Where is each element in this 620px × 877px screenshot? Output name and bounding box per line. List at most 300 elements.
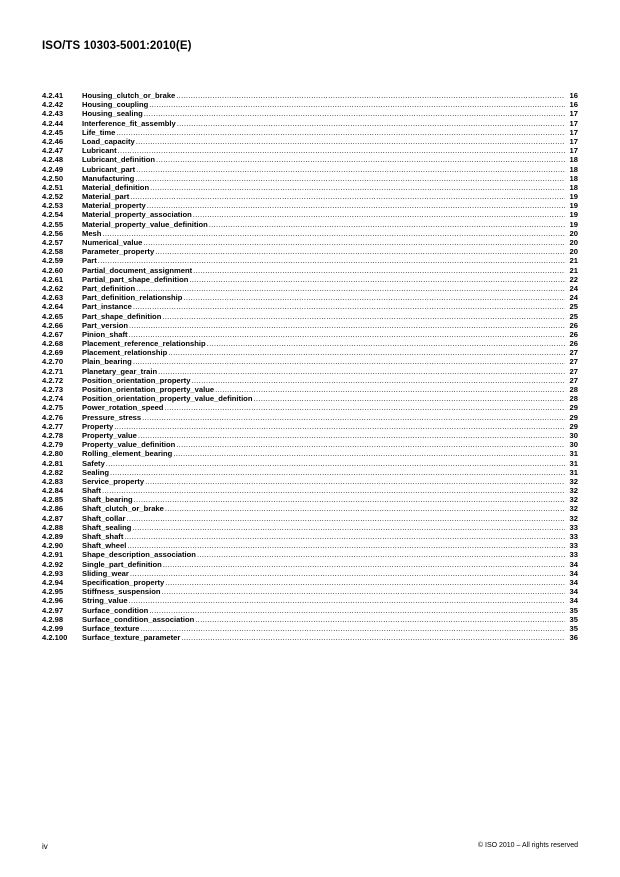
toc-entry-page: 18	[569, 155, 578, 165]
toc-entry-page: 17	[569, 136, 578, 146]
toc-dot-leader	[165, 504, 565, 513]
toc-entry[interactable]	[42, 109, 578, 118]
toc-entry-number: 4.2.87	[42, 513, 64, 523]
toc-entry-number: 4.2.48	[42, 155, 64, 165]
toc-entry[interactable]	[42, 210, 578, 219]
toc-entry-number: 4.2.96	[42, 596, 64, 606]
toc-entry[interactable]	[42, 615, 578, 624]
toc-entry-page: 24	[569, 283, 578, 293]
toc-entry-page: 17	[569, 118, 578, 128]
toc-entry-number: 4.2.72	[42, 375, 64, 385]
toc-dot-leader	[102, 486, 565, 495]
toc-entry-title: Service_property	[82, 476, 145, 486]
toc-entry-page: 33	[569, 541, 578, 551]
toc-dot-leader	[168, 348, 565, 357]
toc-entry[interactable]	[42, 413, 578, 422]
toc-dot-leader	[98, 256, 565, 265]
toc-entry-title: Shaft_collar	[82, 513, 126, 523]
toc-entry-page: 28	[569, 394, 578, 404]
toc-entry[interactable]	[42, 587, 578, 596]
toc-dot-leader	[164, 403, 565, 412]
toc-entry-number: 4.2.75	[42, 403, 64, 413]
toc-entry[interactable]	[42, 137, 578, 146]
toc-entry[interactable]	[42, 541, 578, 550]
toc-entry-page: 34	[569, 596, 578, 606]
toc-dot-leader	[189, 275, 565, 284]
toc-dot-leader	[156, 155, 565, 164]
toc-entry-number: 4.2.42	[42, 100, 64, 110]
toc-dot-leader	[176, 91, 565, 100]
toc-entry-number: 4.2.85	[42, 495, 64, 505]
toc-entry-page: 36	[569, 633, 578, 643]
toc-entry-number: 4.2.92	[42, 559, 64, 569]
toc-entry-number: 4.2.94	[42, 577, 64, 587]
toc-entry-title: Placement_relationship	[82, 348, 168, 358]
toc-entry-number: 4.2.74	[42, 394, 64, 404]
toc-entry-page: 26	[569, 329, 578, 339]
footer-page-number: iv	[42, 842, 48, 851]
toc-entry-page: 32	[569, 486, 578, 496]
toc-entry-title: Surface_condition	[82, 605, 149, 615]
toc-entry-title: Property_value	[82, 430, 137, 440]
toc-entry-title: Safety	[82, 458, 105, 468]
toc-entry-number: 4.2.97	[42, 605, 64, 615]
toc-entry-page: 19	[569, 219, 578, 229]
toc-entry-title: Lubricant	[82, 146, 117, 156]
toc-entry-number: 4.2.79	[42, 440, 64, 450]
toc-entry-title: Material_property_value_definition	[82, 219, 208, 229]
toc-entry-title: Sealing	[82, 467, 110, 477]
toc-entry[interactable]	[42, 514, 578, 523]
toc-entry-title: Stiffness_suspension	[82, 587, 161, 597]
toc-entry[interactable]	[42, 146, 578, 155]
toc-entry[interactable]	[42, 91, 578, 100]
toc-entry-page: 34	[569, 577, 578, 587]
table-of-contents	[42, 91, 578, 642]
toc-dot-leader	[144, 109, 565, 118]
toc-entry-title: Power_rotation_speed	[82, 403, 164, 413]
toc-entry[interactable]	[42, 128, 578, 137]
toc-dot-leader	[133, 357, 565, 366]
toc-entry-title: Load_capacity	[82, 136, 135, 146]
toc-entry[interactable]	[42, 569, 578, 578]
toc-entry[interactable]	[42, 606, 578, 615]
toc-entry[interactable]	[42, 247, 578, 256]
toc-entry-page: 35	[569, 605, 578, 615]
toc-entry-number: 4.2.47	[42, 146, 64, 156]
toc-entry-title: Material_definition	[82, 182, 150, 192]
toc-dot-leader	[149, 100, 565, 109]
toc-entry[interactable]	[42, 321, 578, 330]
toc-dot-leader	[193, 210, 565, 219]
toc-entry[interactable]	[42, 339, 578, 348]
toc-entry-number: 4.2.43	[42, 109, 64, 119]
toc-entry-page: 26	[569, 320, 578, 330]
toc-dot-leader	[136, 165, 565, 174]
toc-entry-number: 4.2.76	[42, 412, 64, 422]
toc-entry-page: 33	[569, 550, 578, 560]
toc-entry-page: 31	[569, 449, 578, 459]
toc-entry-page: 16	[569, 91, 578, 100]
toc-entry-page: 17	[569, 127, 578, 137]
toc-dot-leader	[143, 238, 565, 247]
toc-entry[interactable]	[42, 449, 578, 458]
toc-entry-title: Parameter_property	[82, 247, 155, 257]
toc-dot-leader	[140, 624, 565, 633]
toc-entry[interactable]	[42, 302, 578, 311]
toc-entry-title: Partial_part_shape_definition	[82, 274, 189, 284]
toc-entry-title: Partial_document_assignment	[82, 265, 193, 275]
toc-entry-number: 4.2.95	[42, 587, 64, 597]
toc-entry-title: Material_part	[82, 192, 130, 202]
toc-entry-number: 4.2.86	[42, 504, 64, 514]
toc-dot-leader	[127, 541, 565, 550]
toc-entry-title: Property_value_definition	[82, 440, 176, 450]
toc-entry-title: Pinion_shaft	[82, 329, 128, 339]
toc-dot-leader	[129, 330, 565, 339]
toc-entry-page: 30	[569, 440, 578, 450]
toc-entry-page: 19	[569, 210, 578, 220]
toc-entry[interactable]	[42, 550, 578, 559]
toc-entry-title: Shaft_clutch_or_brake	[82, 504, 164, 514]
toc-entry-page: 19	[569, 201, 578, 211]
toc-dot-leader	[207, 339, 565, 348]
toc-entry-number: 4.2.52	[42, 192, 64, 202]
toc-entry[interactable]	[42, 192, 578, 201]
toc-entry-title: Shaft_bearing	[82, 495, 133, 505]
toc-dot-leader	[158, 367, 565, 376]
toc-entry-number: 4.2.66	[42, 320, 64, 330]
toc-entry-page: 27	[569, 357, 578, 367]
toc-entry[interactable]	[42, 431, 578, 440]
footer-copyright: © ISO 2010 – All rights reserved	[477, 842, 578, 849]
toc-dot-leader	[130, 569, 565, 578]
toc-entry-number: 4.2.55	[42, 219, 64, 229]
toc-dot-leader	[132, 523, 565, 532]
toc-entry-title: Shaft	[82, 486, 101, 496]
toc-entry[interactable]	[42, 174, 578, 183]
toc-entry-title: Mesh	[82, 228, 102, 238]
document-header-title: ISO/TS 10303-5001:2010(E)	[42, 40, 192, 52]
toc-entry-number: 4.2.45	[42, 127, 64, 137]
toc-dot-leader	[102, 229, 565, 238]
toc-entry-page: 18	[569, 173, 578, 183]
toc-entry-title: Part_instance	[82, 302, 132, 312]
toc-entry[interactable]	[42, 293, 578, 302]
toc-dot-leader	[114, 422, 565, 431]
toc-entry-number: 4.2.93	[42, 568, 64, 578]
toc-entry-page: 31	[569, 458, 578, 468]
toc-dot-leader	[130, 192, 565, 201]
toc-dot-leader	[110, 468, 565, 477]
toc-entry[interactable]	[42, 256, 578, 265]
toc-entry[interactable]	[42, 348, 578, 357]
toc-dot-leader	[176, 440, 565, 449]
toc-dot-leader	[129, 321, 565, 330]
toc-entry-page: 27	[569, 375, 578, 385]
toc-entry-page: 34	[569, 568, 578, 578]
toc-entry[interactable]	[42, 238, 578, 247]
toc-dot-leader	[124, 532, 565, 541]
toc-entry-title: Position_orientation_property_value	[82, 385, 215, 394]
toc-entry-number: 4.2.67	[42, 329, 64, 339]
toc-entry-page: 31	[569, 467, 578, 477]
toc-entry-number: 4.2.58	[42, 247, 64, 257]
toc-entry-title: Life_time	[82, 127, 116, 137]
toc-entry[interactable]	[42, 468, 578, 477]
toc-dot-leader	[149, 606, 565, 615]
toc-dot-leader	[191, 376, 565, 385]
toc-entry[interactable]	[42, 532, 578, 541]
toc-entry-number: 4.2.49	[42, 164, 64, 174]
toc-entry[interactable]	[42, 357, 578, 366]
toc-entry-page: 20	[569, 238, 578, 247]
toc-entry-title: Single_part_definition	[82, 559, 162, 569]
toc-dot-leader	[150, 183, 565, 192]
toc-dot-leader	[215, 385, 565, 394]
toc-entry[interactable]	[42, 523, 578, 532]
toc-entry-page: 25	[569, 302, 578, 312]
toc-dot-leader	[116, 128, 565, 137]
toc-entry-title: Sliding_wear	[82, 568, 129, 578]
toc-entry-number: 4.2.54	[42, 210, 64, 220]
toc-entry-page: 28	[569, 385, 578, 394]
toc-dot-leader	[136, 284, 565, 293]
toc-entry-title: Housing_coupling	[82, 100, 149, 110]
toc-entry-page: 32	[569, 513, 578, 523]
toc-entry-title: Surface_texture	[82, 623, 140, 633]
toc-dot-leader	[162, 587, 566, 596]
toc-entry-number: 4.2.89	[42, 532, 64, 541]
toc-entry-number: 4.2.100	[42, 633, 68, 643]
toc-dot-leader	[155, 247, 565, 256]
toc-entry[interactable]	[42, 312, 578, 321]
toc-entry[interactable]	[42, 560, 578, 569]
toc-entry[interactable]	[42, 459, 578, 468]
toc-entry-number: 4.2.68	[42, 339, 64, 349]
toc-entry-number: 4.2.63	[42, 293, 64, 303]
toc-entry-page: 27	[569, 348, 578, 358]
toc-entry-page: 33	[569, 522, 578, 532]
toc-entry-number: 4.2.59	[42, 256, 64, 266]
toc-entry-number: 4.2.46	[42, 136, 64, 146]
toc-entry-number: 4.2.53	[42, 201, 64, 211]
toc-entry-number: 4.2.62	[42, 283, 64, 293]
toc-dot-leader	[147, 201, 565, 210]
toc-entry-title: Shaft_wheel	[82, 541, 127, 551]
toc-entry-page: 26	[569, 339, 578, 349]
toc-entry-title: Surface_texture_parameter	[82, 633, 181, 643]
toc-dot-leader	[126, 514, 565, 523]
toc-entry-title: Part	[82, 256, 97, 266]
toc-entry-title: Surface_condition_association	[82, 614, 195, 624]
toc-entry[interactable]	[42, 394, 578, 403]
toc-entry[interactable]	[42, 624, 578, 633]
toc-entry-title: String_value	[82, 596, 128, 606]
toc-entry-number: 4.2.98	[42, 614, 64, 624]
toc-entry[interactable]	[42, 486, 578, 495]
toc-entry-number: 4.2.78	[42, 430, 64, 440]
toc-entry[interactable]	[42, 284, 578, 293]
toc-entry-title: Lubricant_part	[82, 164, 136, 174]
toc-entry[interactable]	[42, 330, 578, 339]
toc-dot-leader	[197, 550, 565, 559]
toc-entry-number: 4.2.56	[42, 228, 64, 238]
toc-entry-page: 22	[569, 274, 578, 284]
toc-entry-number: 4.2.90	[42, 541, 64, 551]
toc-entry[interactable]	[42, 385, 578, 394]
toc-entry-number: 4.2.84	[42, 486, 64, 496]
toc-dot-leader	[177, 119, 565, 128]
toc-entry-page: 16	[569, 100, 578, 110]
toc-entry-page: 18	[569, 164, 578, 174]
toc-entry-title: Position_orientation_property_value_definition	[82, 394, 253, 404]
toc-entry-page: 35	[569, 623, 578, 633]
toc-entry-title: Position_orientation_property	[82, 375, 191, 385]
toc-entry-number: 4.2.91	[42, 550, 64, 560]
toc-entry-title: Part_definition_relationship	[82, 293, 183, 303]
toc-entry[interactable]	[42, 633, 578, 642]
toc-entry-title: Shape_description_association	[82, 550, 196, 560]
toc-entry-title: Material_property_association	[82, 210, 192, 220]
toc-dot-leader	[118, 146, 565, 155]
toc-entry-page: 34	[569, 559, 578, 569]
toc-entry-page: 29	[569, 421, 578, 431]
toc-entry-page: 30	[569, 430, 578, 440]
toc-entry-number: 4.2.65	[42, 311, 64, 321]
toc-entry-number: 4.2.50	[42, 173, 64, 183]
toc-entry-title: Rolling_element_bearing	[82, 449, 173, 459]
toc-dot-leader	[183, 293, 565, 302]
toc-entry-page: 25	[569, 311, 578, 321]
toc-entry[interactable]	[42, 596, 578, 605]
toc-entry[interactable]	[42, 477, 578, 486]
toc-entry[interactable]	[42, 201, 578, 210]
toc-entry[interactable]	[42, 403, 578, 412]
toc-entry-title: Part_definition	[82, 283, 136, 293]
toc-entry-number: 4.2.61	[42, 274, 64, 284]
toc-dot-leader	[253, 394, 565, 403]
toc-entry-title: Housing_sealing	[82, 109, 143, 119]
toc-entry[interactable]	[42, 504, 578, 513]
toc-entry-page: 18	[569, 182, 578, 192]
toc-entry-page: 21	[569, 265, 578, 275]
toc-entry-title: Interference_fit_assembly	[82, 118, 176, 128]
toc-entry-number: 4.2.69	[42, 348, 64, 358]
toc-entry-number: 4.2.80	[42, 449, 64, 459]
toc-entry-page: 29	[569, 403, 578, 413]
toc-entry-number: 4.2.73	[42, 385, 64, 394]
toc-entry-page: 24	[569, 293, 578, 303]
toc-entry[interactable]	[42, 275, 578, 284]
toc-entry[interactable]	[42, 495, 578, 504]
toc-entry[interactable]	[42, 165, 578, 174]
toc-entry[interactable]	[42, 422, 578, 431]
toc-entry[interactable]	[42, 155, 578, 164]
toc-entry-title: Part_shape_definition	[82, 311, 162, 321]
toc-entry-page: 34	[569, 587, 578, 597]
toc-entry-page: 29	[569, 412, 578, 422]
toc-entry-number: 4.2.51	[42, 182, 64, 192]
toc-entry[interactable]	[42, 119, 578, 128]
toc-entry-page: 17	[569, 146, 578, 156]
toc-entry-title: Pressure_stress	[82, 412, 142, 422]
toc-dot-leader	[195, 615, 565, 624]
toc-entry[interactable]	[42, 440, 578, 449]
toc-entry[interactable]	[42, 229, 578, 238]
toc-entry-title: Property	[82, 421, 114, 431]
toc-entry[interactable]	[42, 266, 578, 275]
toc-entry[interactable]	[42, 100, 578, 109]
toc-entry[interactable]	[42, 367, 578, 376]
toc-entry-page: 35	[569, 614, 578, 624]
toc-entry-title: Shaft_shaft	[82, 532, 124, 541]
toc-entry-number: 4.2.77	[42, 421, 64, 431]
toc-entry-number: 4.2.71	[42, 366, 64, 376]
toc-dot-leader	[142, 413, 565, 422]
toc-entry-page: 32	[569, 495, 578, 505]
toc-dot-leader	[163, 560, 565, 569]
toc-entry-page: 33	[569, 532, 578, 541]
toc-dot-leader	[193, 266, 565, 275]
toc-dot-leader	[209, 220, 565, 229]
toc-entry-title: Plain_bearing	[82, 357, 132, 367]
toc-entry-title: Part_version	[82, 320, 129, 330]
toc-entry-number: 4.2.88	[42, 522, 64, 532]
toc-entry-page: 32	[569, 504, 578, 514]
toc-dot-leader	[165, 578, 565, 587]
toc-entry-title: Planetary_gear_train	[82, 366, 158, 376]
toc-entry-title: Manufacturing	[82, 173, 135, 183]
toc-entry-number: 4.2.41	[42, 91, 64, 100]
toc-dot-leader	[136, 137, 565, 146]
toc-entry-title: Lubricant_definition	[82, 155, 155, 165]
toc-dot-leader	[138, 431, 565, 440]
toc-entry-page: 20	[569, 247, 578, 257]
toc-entry-number: 4.2.44	[42, 118, 64, 128]
toc-entry-number: 4.2.81	[42, 458, 64, 468]
toc-entry-number: 4.2.70	[42, 357, 64, 367]
toc-entry[interactable]	[42, 220, 578, 229]
toc-entry-title: Placement_reference_relationship	[82, 339, 206, 349]
toc-entry-number: 4.2.57	[42, 238, 64, 247]
toc-entry-page: 20	[569, 228, 578, 238]
toc-dot-leader	[145, 477, 565, 486]
toc-entry-number: 4.2.99	[42, 623, 64, 633]
toc-entry-number: 4.2.82	[42, 467, 64, 477]
toc-entry-title: Material_property	[82, 201, 146, 211]
toc-entry-title: Housing_clutch_or_brake	[82, 91, 176, 100]
toc-dot-leader	[173, 449, 565, 458]
toc-entry[interactable]	[42, 376, 578, 385]
toc-entry-title: Shaft_sealing	[82, 522, 132, 532]
toc-entry[interactable]	[42, 578, 578, 587]
toc-dot-leader	[106, 459, 565, 468]
toc-entry-number: 4.2.64	[42, 302, 64, 312]
toc-entry-number: 4.2.60	[42, 265, 64, 275]
toc-entry-page: 19	[569, 192, 578, 202]
toc-entry-page: 21	[569, 256, 578, 266]
toc-dot-leader	[129, 596, 565, 605]
toc-dot-leader	[135, 174, 565, 183]
toc-entry-number: 4.2.83	[42, 476, 64, 486]
toc-dot-leader	[181, 633, 565, 642]
toc-entry-page: 27	[569, 366, 578, 376]
toc-entry-page: 17	[569, 109, 578, 119]
toc-entry[interactable]	[42, 183, 578, 192]
toc-entry-page: 32	[569, 476, 578, 486]
toc-dot-leader	[162, 312, 565, 321]
